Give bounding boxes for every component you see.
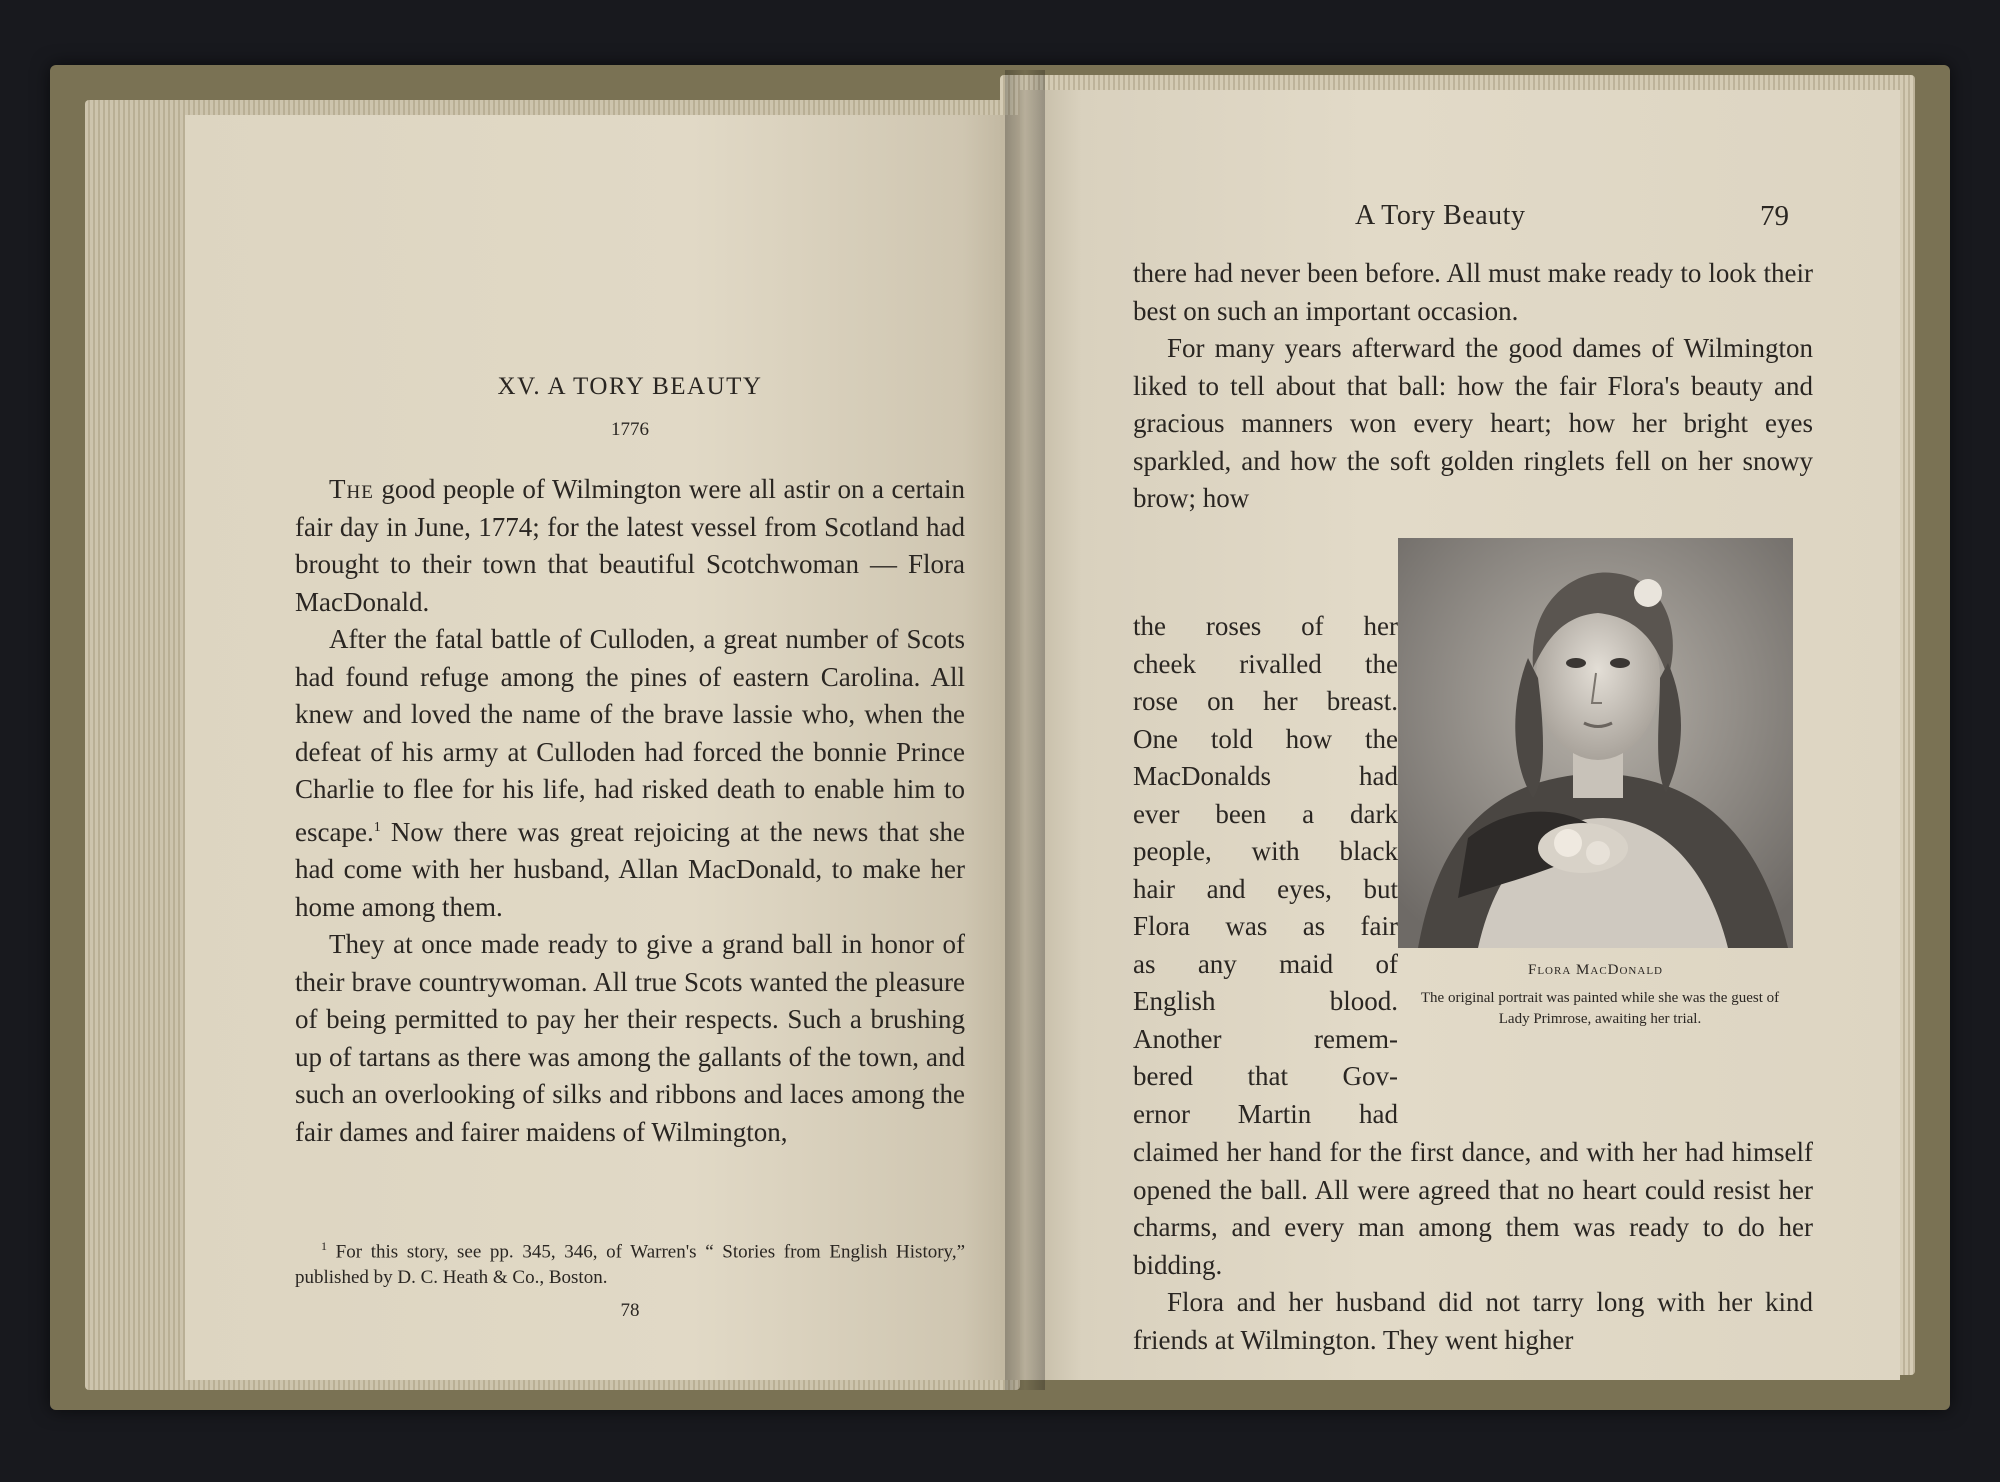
left-body-text xyxy=(295,471,965,1151)
wrapped-word: Another xyxy=(1133,1023,1222,1054)
wrapped-word: of xyxy=(1375,948,1398,979)
wrapped-word: as xyxy=(1133,948,1156,979)
wrapped-word: but xyxy=(1363,873,1398,904)
wrapped-word: MacDonalds xyxy=(1133,761,1271,791)
wrapped-word: that xyxy=(1247,1061,1288,1091)
wrapped-line xyxy=(1133,683,1398,721)
wrapped-word: Martin xyxy=(1237,1098,1312,1129)
wrapped-word: had xyxy=(1359,761,1398,791)
lead-word: The xyxy=(329,474,374,504)
figure-caption-title: Flora MacDonald xyxy=(1528,962,1663,978)
wrapped-word: blood. xyxy=(1329,986,1398,1016)
wrapped-line xyxy=(1133,1058,1398,1096)
wrapped-word: how xyxy=(1285,723,1333,754)
book-gutter xyxy=(1005,70,1045,1390)
right-paragraph-1: there had never been before. All must make ready to look their best on such an important occasion. xyxy=(1133,258,1813,326)
wrapped-word: the xyxy=(1364,723,1398,754)
wrapped-line xyxy=(1133,908,1398,946)
wrapped-word: told xyxy=(1210,723,1253,754)
left-page xyxy=(185,115,1030,1380)
wrapped-word: a xyxy=(1302,798,1315,829)
wrapped-line xyxy=(1133,833,1398,871)
wrapped-line xyxy=(1133,1021,1398,1059)
wrapped-line xyxy=(1133,983,1398,1021)
left-paragraph-2 xyxy=(295,621,965,926)
footnote xyxy=(295,1233,965,1291)
wrapped-line xyxy=(1133,608,1398,646)
portrait-image xyxy=(1398,538,1793,948)
wrapped-word: eyes, xyxy=(1277,873,1332,904)
wrapped-word: been xyxy=(1215,798,1267,829)
wrapped-line xyxy=(1133,796,1398,834)
chapter-year: 1776 xyxy=(611,419,649,440)
right-bottom-text xyxy=(1133,1134,1813,1359)
wrapped-word: black xyxy=(1339,836,1398,866)
right-page-number: 79 xyxy=(1760,200,1789,232)
portrait-engraving xyxy=(1398,538,1793,948)
wrapped-word: Flora xyxy=(1133,911,1190,941)
wrapped-word: rose xyxy=(1133,686,1178,716)
wrapped-word: had xyxy=(1359,1098,1398,1129)
wrapped-word: remem- xyxy=(1314,1023,1398,1054)
right-paragraph-4: Flora and her husband did not tarry long with her kind friends at Wilmington. They went higher xyxy=(1133,1287,1813,1355)
wrapped-text-column xyxy=(1133,608,1398,1133)
wrapped-word: maid xyxy=(1279,948,1334,979)
wrapped-word: her xyxy=(1363,611,1398,641)
footnote-mark: 1 xyxy=(321,1239,327,1253)
left-page-number: 78 xyxy=(620,1300,640,1321)
wrapped-word: dark xyxy=(1350,798,1398,829)
wrapped-word: was xyxy=(1225,911,1268,941)
wrapped-word: on xyxy=(1207,686,1235,716)
wrapped-word: her xyxy=(1263,686,1298,716)
wrapped-word: Gov- xyxy=(1342,1061,1398,1091)
wrapped-word: as xyxy=(1302,911,1326,941)
wrapped-word: roses xyxy=(1205,611,1262,641)
wrapped-word: One xyxy=(1133,723,1178,754)
wrapped-word: of xyxy=(1301,611,1324,641)
wrapped-word: fair xyxy=(1360,911,1398,941)
chapter-title: XV. A TORY BEAUTY xyxy=(497,373,763,400)
wrapped-line xyxy=(1133,758,1398,796)
wrapped-word: the xyxy=(1133,611,1166,641)
footnote-reference: 1 xyxy=(373,819,381,835)
wrapped-word: ernor xyxy=(1133,1098,1190,1129)
right-page xyxy=(1020,90,1900,1380)
left-paragraph-3: They at once made ready to give a grand ball in honor of their brave countrywoman. All true Scots wanted the pleasure of being permitted to pay her their respects. Such a brushing up of tartans as there was among the gallants of the town, and such an overlooking of silks and ribbons and laces among the fair dames and fairer maidens of Wilmington, xyxy=(295,929,965,1147)
wrapped-word: and xyxy=(1206,873,1246,904)
left-paragraph-1-text: good people of Wilmington were all astir on a certain fair day in June, 1774; for the latest vessel from Scotland had brought to their town that beautiful Scotchwoman — Flora MacDonald. xyxy=(295,474,965,617)
wrapped-line xyxy=(1133,1096,1398,1134)
left-paragraph-1 xyxy=(295,471,965,621)
figure-caption-note: The original portrait was painted while she was the guest of Lady Primrose, awaiting her trial. xyxy=(1420,990,1780,1027)
left-paragraph-2-end: Now there was great rejoicing at the news that she had come with her husband, Allan MacDonald, to make her home among them. xyxy=(295,816,966,922)
right-paragraph-2: For many years afterward the good dames of Wilmington liked to tell about that ball: how the fair Flora's beauty and gracious manners won every heart; how her bright eyes sparkled, and how the soft golden ringlets fell on her snowy brow; how xyxy=(1133,333,1813,513)
running-head: A Tory Beauty xyxy=(1355,200,1526,231)
left-paragraph-2-text: After the fatal battle of Culloden, a great number of Scots had found refuge among the pines of eastern Carolina. All knew and loved the name of the brave lassie who, when the defeat of his army at Culloden had forced the bonnie Prince Charlie to flee for his life, had risked death to enable him to escape. xyxy=(295,624,965,847)
wrapped-word: with xyxy=(1251,836,1300,866)
wrapped-word: English xyxy=(1133,986,1216,1016)
wrapped-word: ever xyxy=(1133,798,1180,829)
wrapped-word: bered xyxy=(1133,1061,1193,1091)
right-top-text xyxy=(1133,255,1813,518)
wrapped-line xyxy=(1133,721,1398,759)
wrapped-word: cheek xyxy=(1133,648,1196,679)
wrapped-word: any xyxy=(1197,948,1237,979)
wrapped-word: the xyxy=(1364,648,1398,679)
wrapped-word: breast. xyxy=(1326,686,1398,716)
wrapped-line xyxy=(1133,646,1398,684)
wrapped-word: people, xyxy=(1133,836,1212,866)
wrapped-word: rivalled xyxy=(1239,648,1322,679)
wrapped-word: hair xyxy=(1133,873,1175,904)
footnote-text: For this story, see pp. 345, 346, of Warren's “ Stories from English History,” published by D. C. Heath & Co., Boston. xyxy=(295,1241,966,1289)
wrapped-line xyxy=(1133,871,1398,909)
wrapped-line xyxy=(1133,946,1398,984)
right-paragraph-3: claimed her hand for the first dance, and with her had himself opened the ball. All were agreed that no heart could resist her charms, and every man among them was ready to do her bidding. xyxy=(1133,1137,1813,1280)
